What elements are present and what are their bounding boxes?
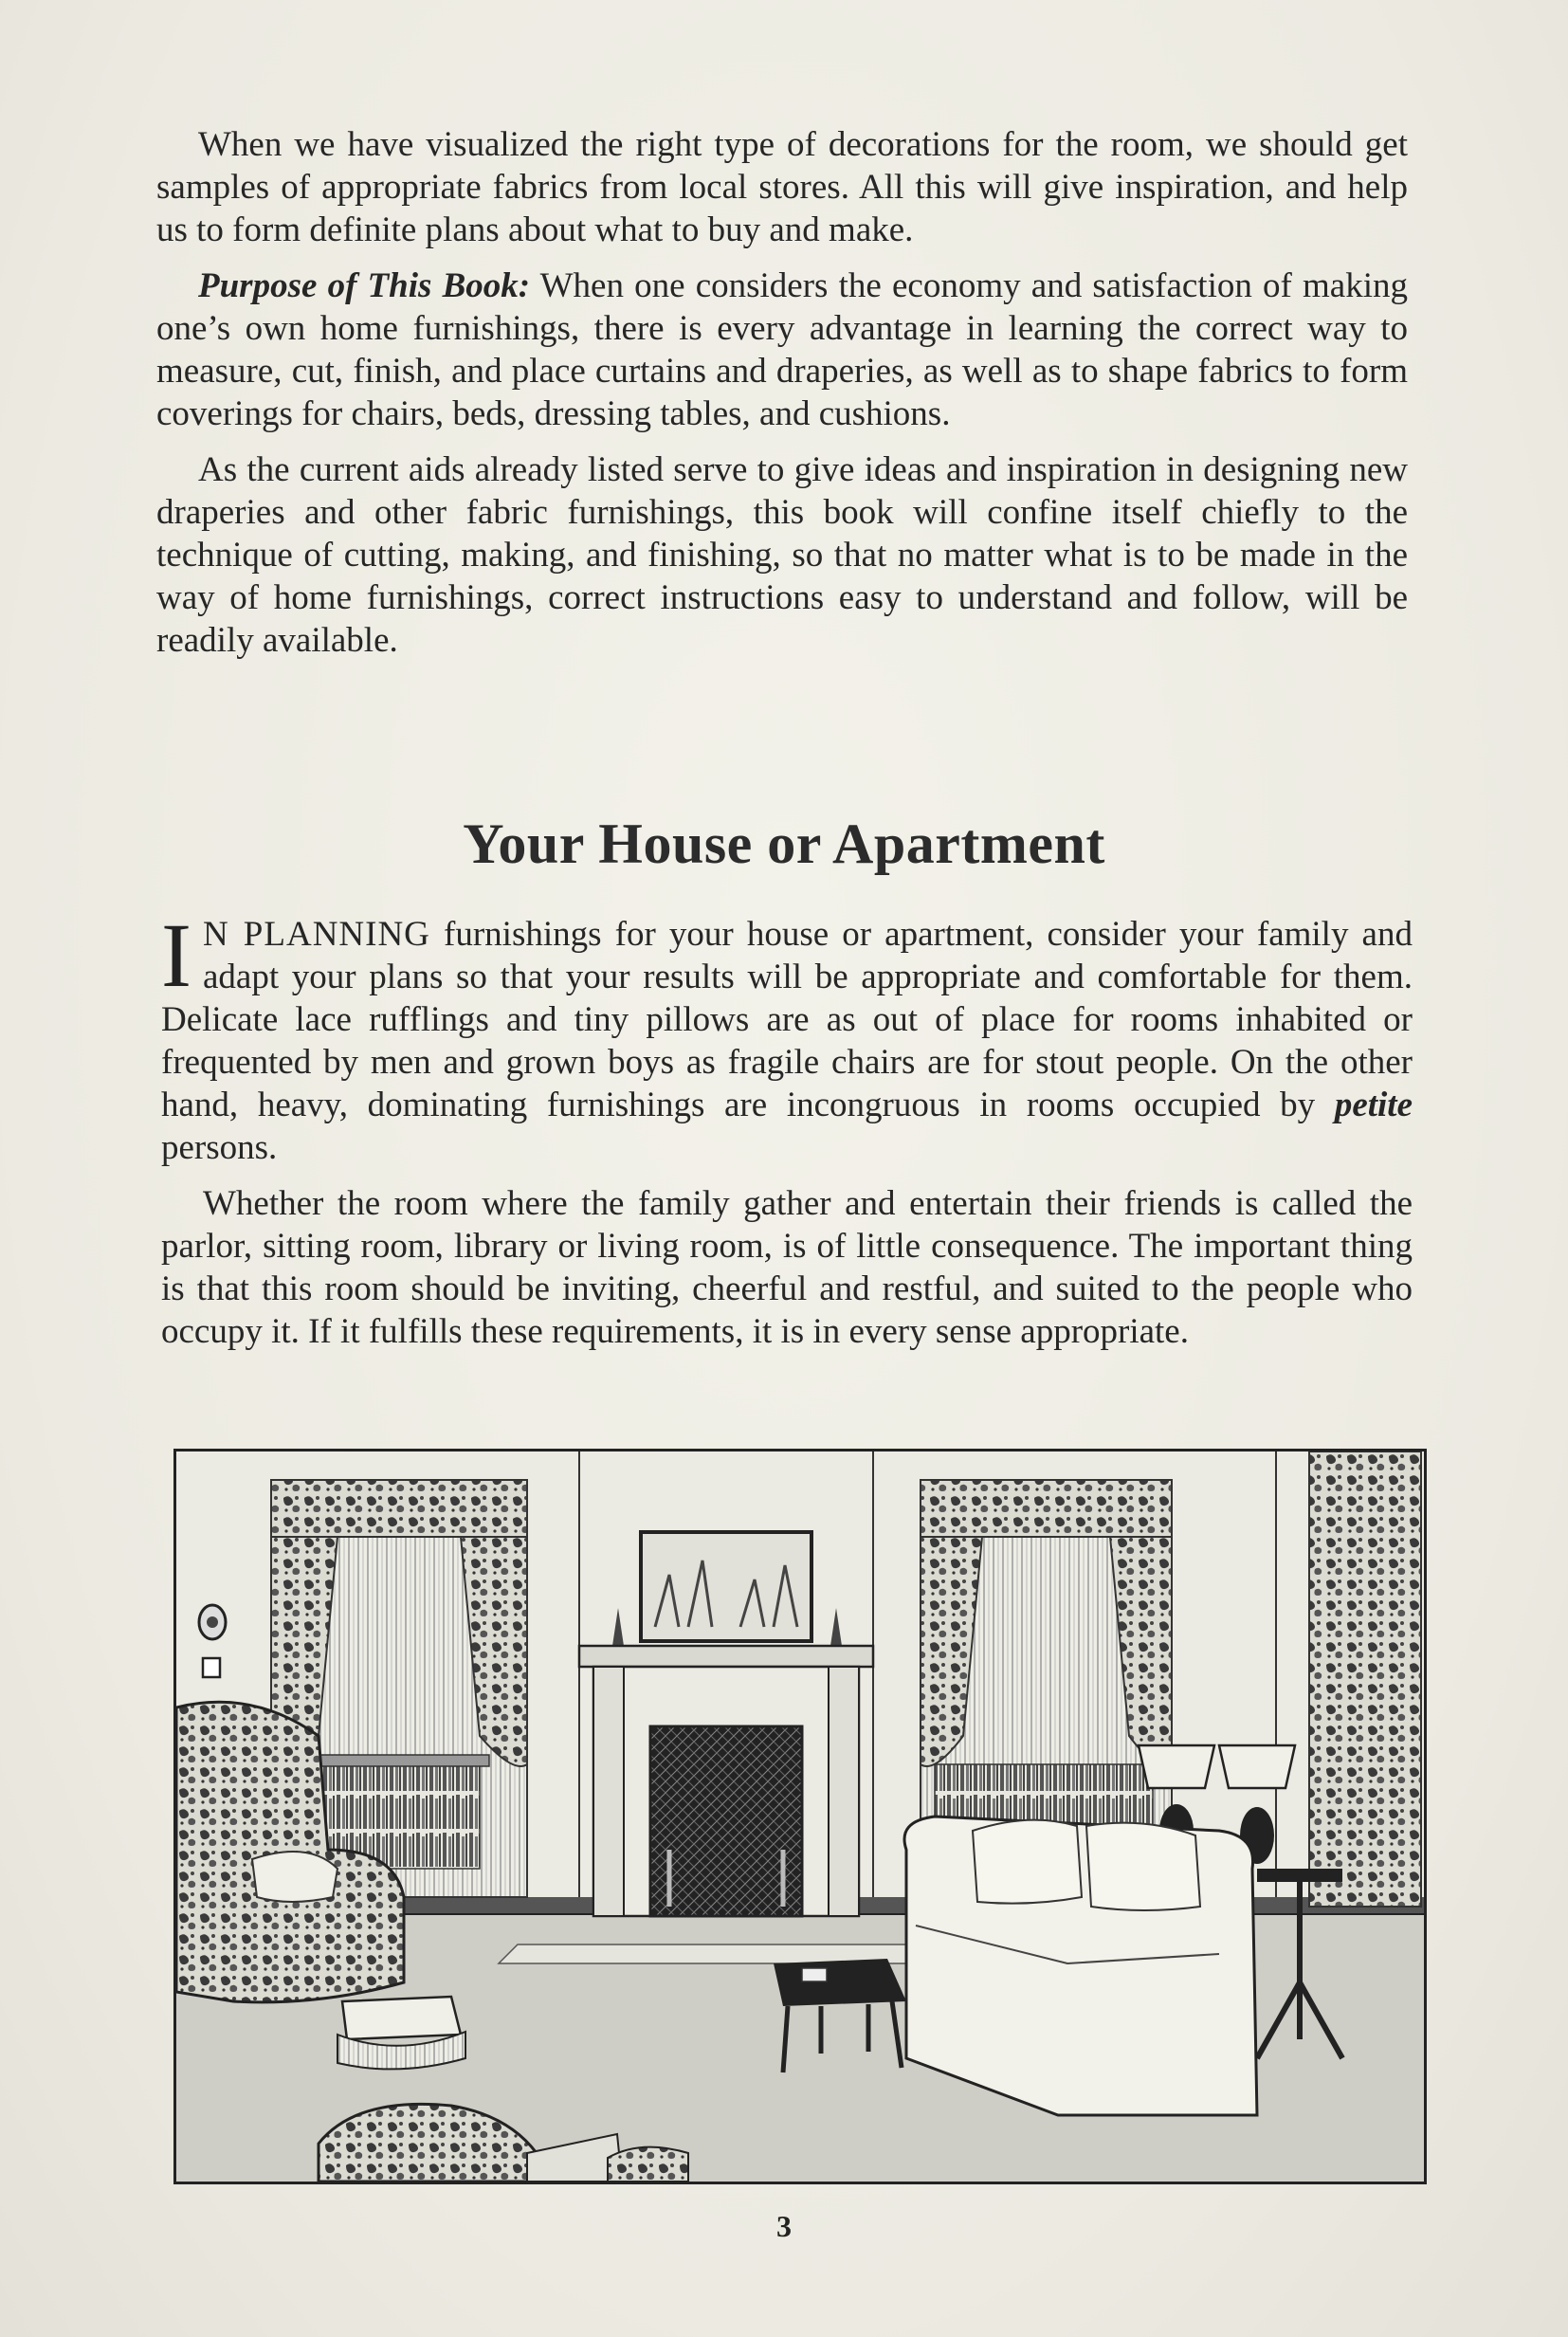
living-room-illustration — [173, 1449, 1427, 2184]
paragraph-purpose — [156, 265, 1408, 435]
section-text — [161, 904, 1413, 1366]
paragraph-visualized: When we have visualized the right type of decorations for the room, we should get samples of appropriate fabrics from local stores. All this will give inspiration, and help us to form definite plans about what to buy and make. — [156, 125, 1408, 249]
planning-body-a: furnishings for your house or apartment, consider your family and adapt your plans so that your results will be appropriate and comfortable for them. Delicate lace rufflings and tiny pillows are as out of place for rooms inhabited or frequented by men and grown boys as fragile chairs are for stout people. On the other hand, heavy, dominating furnishings are incongruous in rooms occupied by — [161, 915, 1413, 1124]
intro-text — [156, 123, 1408, 675]
planning-italic: petite — [1334, 1086, 1413, 1124]
illustration-drawing — [176, 1451, 1424, 2182]
planning-caps: N PLANNING — [202, 915, 430, 954]
page-number: 3 — [776, 2209, 792, 2243]
section-heading: Your House or Apartment — [463, 812, 1105, 875]
drop-cap: I — [161, 904, 191, 1006]
purpose-body: When one considers the economy and satisfaction of making one’s own home furnishings, there is every advantage in learning the correct way to measure, cut, finish, and place curtains and draperies, as well as to shape fabrics to form coverings for chairs, beds, dressing tables, and cushions. — [156, 266, 1409, 433]
paragraph-planning — [161, 904, 1413, 1169]
paragraph-current-aids: As the current aids already listed serve to give ideas and inspiration in designing new draperies and other fabric furnishings, this book will confine itself chiefly to the technique of cutting, making, and finishing, so that no matter what is to be made in the way of home furnishings, correct instructions easy to understand and follow, will be readily available. — [156, 450, 1408, 660]
paragraph-whether: Whether the room where the family gather and entertain their friends is called the parlor, sitting room, library or living room, is of little consequence. The important thing is that this room should be inviting, cheerful and restful, and suited to the people who occupy it. If it fulfills these requirements, it is in every sense appropriate. — [161, 1184, 1413, 1351]
planning-body-b: persons. — [161, 1128, 278, 1167]
purpose-lead: Purpose of This Book: — [198, 266, 531, 305]
